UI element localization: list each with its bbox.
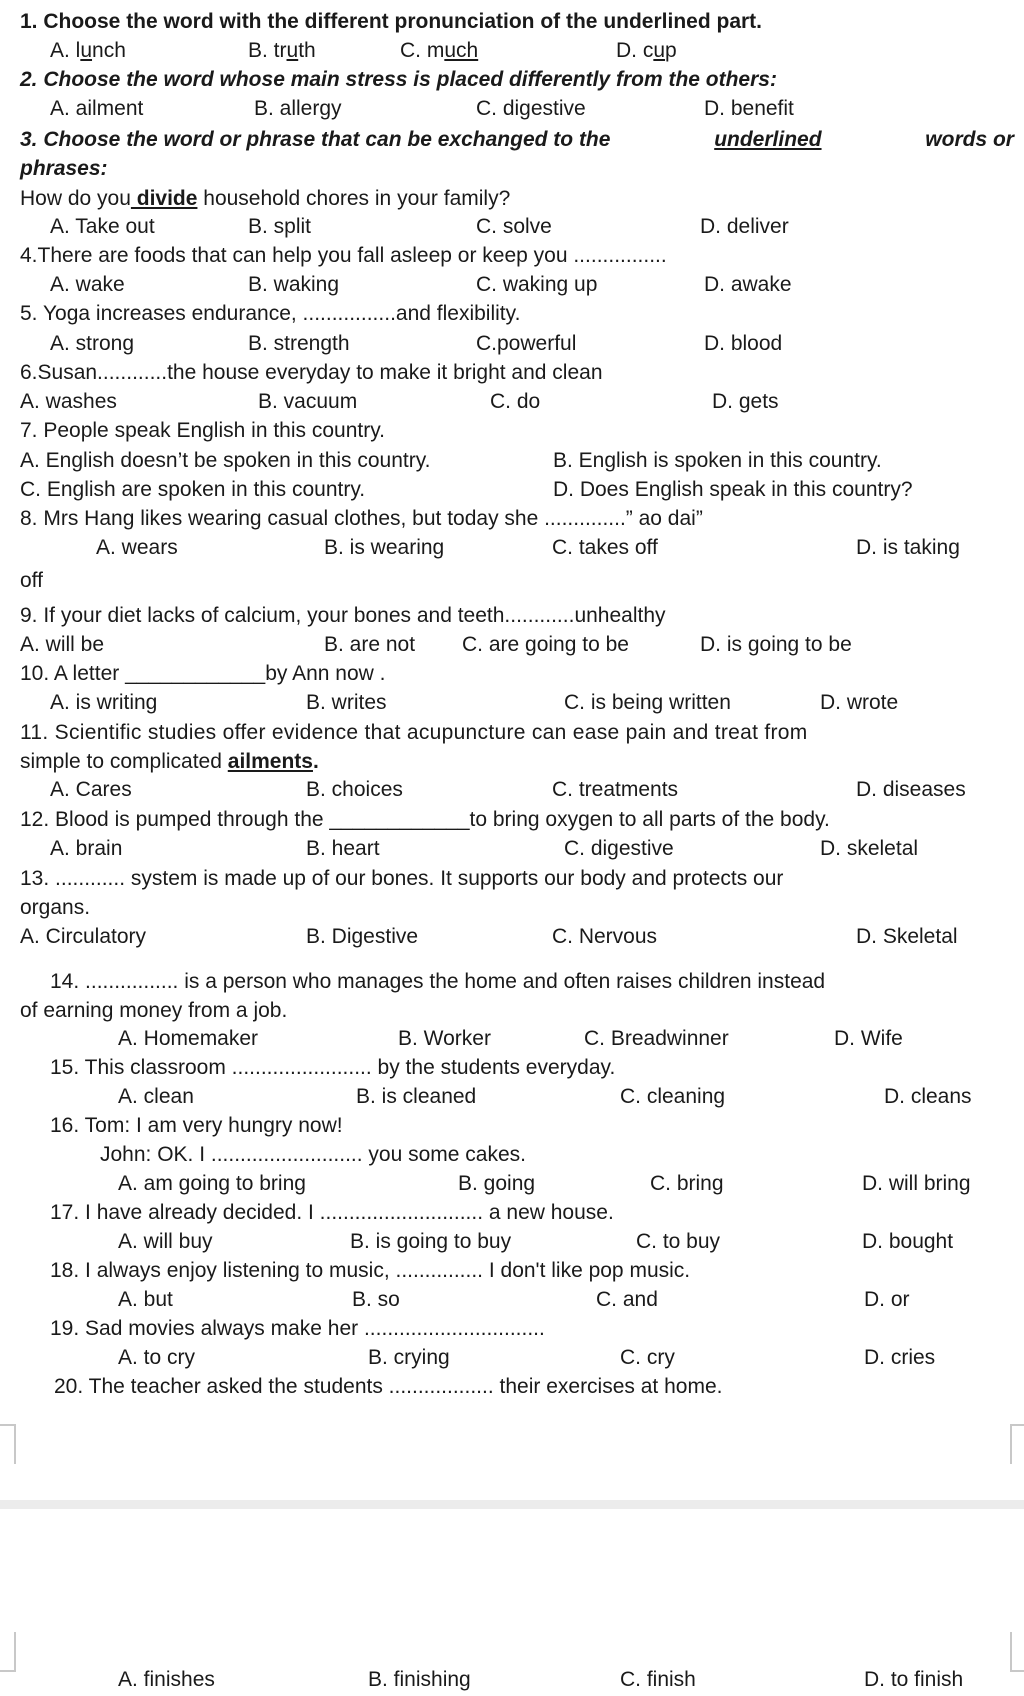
question-6-text: 6.Susan............the house everyday to make it bright and clean: [20, 361, 603, 384]
q13-option-b[interactable]: B. Digestive: [306, 925, 419, 948]
q13-option-a[interactable]: A. Circulatory: [20, 925, 147, 948]
q16-option-d[interactable]: D. will bring: [862, 1172, 971, 1195]
q15-option-a[interactable]: A. clean: [118, 1085, 194, 1108]
q3-option-a[interactable]: A. Take out: [50, 215, 155, 238]
q15-option-d[interactable]: D. cleans: [884, 1085, 972, 1108]
cropped-header-text: [360, 0, 620, 4]
q13-option-c[interactable]: C. Nervous: [552, 925, 658, 948]
q19-option-d[interactable]: D. cries: [864, 1346, 936, 1369]
q11-option-a[interactable]: A. Cares: [50, 778, 132, 801]
question-20-text: 20. The teacher asked the students .................. their exercises at home.: [54, 1375, 723, 1398]
q5-option-a[interactable]: A. strong: [50, 332, 135, 355]
q3-option-b[interactable]: B. split: [248, 215, 312, 238]
q11-option-b[interactable]: B. choices: [306, 778, 403, 801]
question-16-text: 16. Tom: I am very hungry now!: [50, 1114, 343, 1137]
q10-option-d[interactable]: D. wrote: [820, 691, 899, 714]
q3-option-c[interactable]: C. solve: [476, 215, 552, 238]
q9-option-c[interactable]: C. are going to be: [462, 633, 629, 656]
question-8-text: 8. Mrs Hang likes wearing casual clothes, but today she ..............” ao dai”: [20, 507, 703, 530]
q15-option-c[interactable]: C. cleaning: [620, 1085, 726, 1108]
q4-option-d[interactable]: D. awake: [704, 273, 792, 296]
q14-option-a[interactable]: A. Homemaker: [118, 1027, 259, 1050]
q5-option-b[interactable]: B. strength: [248, 332, 350, 355]
question-11-text-line2: simple to complicated ailments.: [20, 750, 319, 773]
question-5-text: 5. Yoga increases endurance, ................and flexibility.: [20, 302, 521, 325]
q19-option-a[interactable]: A. to cry: [118, 1346, 196, 1369]
q1-option-c[interactable]: C. much: [400, 39, 479, 62]
q12-option-c[interactable]: C. digestive: [564, 837, 674, 860]
q8-option-d-wrap: off: [20, 569, 43, 592]
q14-option-d[interactable]: D. Wife: [834, 1027, 903, 1050]
question-4-text: 4.There are foods that can help you fall asleep or keep you ................: [20, 244, 667, 267]
q18-option-a[interactable]: A. but: [118, 1288, 173, 1311]
q16-option-c[interactable]: C. bring: [650, 1172, 724, 1195]
q16-option-a[interactable]: A. am going to bring: [118, 1172, 306, 1195]
q11-option-d[interactable]: D. diseases: [856, 778, 966, 801]
q6-option-a[interactable]: A. washes: [20, 390, 117, 413]
question-13-text: 13. ............ system is made up of our bones. It supports our body and protects our: [20, 867, 784, 890]
q12-option-a[interactable]: A. brain: [50, 837, 123, 860]
q13-option-d[interactable]: D. Skeletal: [856, 925, 958, 948]
question-3-text-line2: phrases:: [20, 157, 108, 180]
q8-option-a[interactable]: A. wears: [96, 536, 178, 559]
q11-option-c[interactable]: C. treatments: [552, 778, 679, 801]
q12-option-b[interactable]: B. heart: [306, 837, 380, 860]
q20-option-a[interactable]: A. finishes: [118, 1668, 215, 1691]
question-9-text: 9. If your diet lacks of calcium, your bones and teeth............unhealthy: [20, 604, 666, 627]
q18-option-c[interactable]: C. and: [596, 1288, 658, 1311]
q14-option-b[interactable]: B. Worker: [398, 1027, 491, 1050]
question-3-sentence: How do you divide household chores in your family?: [20, 187, 511, 210]
q12-option-d[interactable]: D. skeletal: [820, 837, 919, 860]
q9-option-a[interactable]: A. will be: [20, 633, 105, 656]
q16-option-b[interactable]: B. going: [458, 1172, 536, 1195]
question-2-text: 2. Choose the word whose main stress is placed differently from the others:: [20, 68, 777, 91]
question-13-text-line2: organs.: [20, 896, 91, 919]
crop-bracket-bottom-left: [0, 1632, 16, 1672]
q8-option-b[interactable]: B. is wearing: [324, 536, 445, 559]
q6-option-b[interactable]: B. vacuum: [258, 390, 358, 413]
q2-option-b[interactable]: B. allergy: [254, 97, 342, 120]
crop-bracket-top-left: [0, 1424, 16, 1464]
q19-option-b[interactable]: B. crying: [368, 1346, 450, 1369]
q4-option-a[interactable]: A. wake: [50, 273, 125, 296]
question-12-text: 12. Blood is pumped through the ____________to bring oxygen to all parts of the body.: [20, 808, 830, 831]
question-16-text-line2: John: OK. I .......................... you some cakes.: [100, 1143, 526, 1166]
q18-option-d[interactable]: D. or: [864, 1288, 910, 1311]
q1-option-a[interactable]: A. lunch: [50, 39, 126, 62]
question-11-text: 11. Scientific studies offer evidence that acupuncture can ease pain and treat from: [20, 721, 808, 744]
q17-option-a[interactable]: A. will buy: [118, 1230, 213, 1253]
q9-option-b[interactable]: B. are not: [324, 633, 416, 656]
q18-option-b[interactable]: B. so: [352, 1288, 400, 1311]
q2-option-d[interactable]: D. benefit: [704, 97, 794, 120]
q17-option-d[interactable]: D. bought: [862, 1230, 954, 1253]
q15-option-b[interactable]: B. is cleaned: [356, 1085, 477, 1108]
question-17-text: 17. I have already decided. I ............................ a new house.: [50, 1201, 614, 1224]
q3-option-d[interactable]: D. deliver: [700, 215, 789, 238]
q2-option-c[interactable]: C. digestive: [476, 97, 586, 120]
q6-option-c[interactable]: C. do: [490, 390, 541, 413]
q7-option-d[interactable]: D. Does English speak in this country?: [553, 478, 913, 501]
q1-option-d[interactable]: D. cup: [616, 39, 677, 62]
q4-option-b[interactable]: B. waking: [248, 273, 340, 296]
q14-option-c[interactable]: C. Breadwinner: [584, 1027, 729, 1050]
question-18-text: 18. I always enjoy listening to music, ............... I don't like pop music.: [50, 1259, 691, 1282]
question-14-text: 14. ................ is a person who manages the home and often raises children instead: [50, 970, 826, 993]
q1-option-b[interactable]: B. truth: [248, 39, 316, 62]
q19-option-c[interactable]: C. cry: [620, 1346, 675, 1369]
q17-option-c[interactable]: C. to buy: [636, 1230, 721, 1253]
q2-option-a[interactable]: A. ailment: [50, 97, 144, 120]
q4-option-c[interactable]: C. waking up: [476, 273, 598, 296]
question-3-text: 3. Choose the word or phrase that can be exchanged to the underlined words or: [20, 128, 1014, 151]
q5-option-d[interactable]: D. blood: [704, 332, 783, 355]
q10-option-c[interactable]: C. is being written: [564, 691, 731, 714]
q20-option-b[interactable]: B. finishing: [368, 1668, 471, 1691]
question-1-text: 1. Choose the word with the different pronunciation of the underlined part.: [20, 10, 763, 33]
crop-bracket-top-right: [1010, 1424, 1024, 1464]
q20-option-d[interactable]: D. to finish: [864, 1668, 964, 1691]
question-15-text: 15. This classroom ........................ by the students everyday.: [50, 1056, 616, 1079]
q20-option-c[interactable]: C. finish: [620, 1668, 696, 1691]
q6-option-d[interactable]: D. gets: [712, 390, 779, 413]
q10-option-b[interactable]: B. writes: [306, 691, 387, 714]
page-separator: [0, 1500, 1024, 1509]
q10-option-a[interactable]: A. is writing: [50, 691, 158, 714]
q8-option-c[interactable]: C. takes off: [552, 536, 658, 559]
q17-option-b[interactable]: B. is going to buy: [350, 1230, 512, 1253]
question-10-text: 10. A letter ____________by Ann now .: [20, 662, 386, 685]
question-19-text: 19. Sad movies always make her ...............................: [50, 1317, 545, 1340]
q7-option-c[interactable]: C. English are spoken in this country.: [20, 478, 366, 501]
q7-option-b[interactable]: B. English is spoken in this country.: [553, 449, 882, 472]
q5-option-c[interactable]: C.powerful: [476, 332, 577, 355]
q8-option-d[interactable]: D. is taking: [856, 536, 960, 559]
q7-option-a[interactable]: A. English doesn’t be spoken in this country.: [20, 449, 431, 472]
crop-bracket-bottom-right: [1010, 1632, 1024, 1672]
question-7-text: 7. People speak English in this country.: [20, 419, 385, 442]
q9-option-d[interactable]: D. is going to be: [700, 633, 852, 656]
question-14-text-line2: of earning money from a job.: [20, 999, 288, 1022]
